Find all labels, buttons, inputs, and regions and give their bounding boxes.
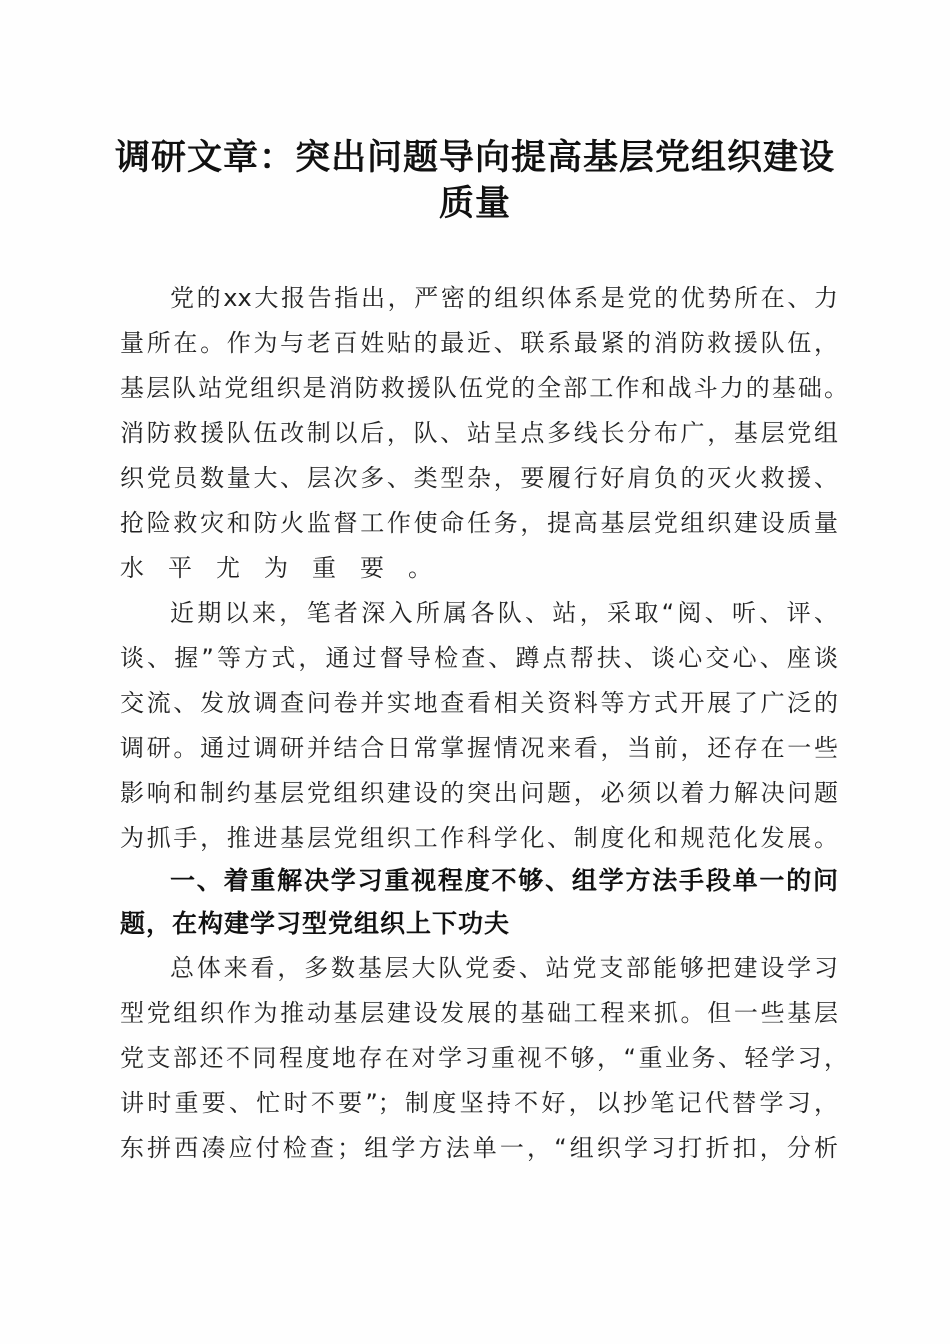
paragraph-1-line: 水平尤为重要。 — [120, 554, 456, 582]
document-title-line-1: 调研文章：突出问题导向提高基层党组织建设 — [114, 137, 835, 178]
paragraph-3-line: 型党组织作为推动基层建设发展的基础工程来抓。但一些基层 — [120, 999, 838, 1027]
paragraph-1-line: 织党员数量大、层次多、类型杂，要履行好肩负的灭火救援、 — [120, 464, 838, 492]
paragraph-1-line: 党的xx大报告指出，严密的组织体系是党的优势所在、力 — [170, 284, 838, 312]
paragraph-1-line: 抢险救灾和防火监督工作使命任务，提高基层党组织建设质量 — [120, 509, 838, 537]
paragraph-1-line: 量所在。作为与老百姓贴的最近、联系最紧的消防救援队伍， — [120, 329, 838, 357]
paragraph-1-line: 消防救援队伍改制以后，队、站呈点多线长分布广，基层党组 — [120, 419, 838, 447]
paragraph-2-line: 谈、握”等方式，通过督导检查、蹲点帮扶、谈心交心、座谈 — [120, 644, 838, 672]
paragraph-2-line: 近期以来，笔者深入所属各队、站，采取“阅、听、评、 — [170, 599, 838, 627]
paragraph-3-line: 讲时重要、忙时不要”；制度坚持不好，以抄笔记代替学习， — [120, 1089, 838, 1117]
paragraph-2-line: 为抓手，推进基层党组织工作科学化、制度化和规范化发展。 — [120, 824, 838, 852]
paragraph-3-line: 东拼西凑应付检查；组学方法单一，“组织学习打折扣，分析 — [120, 1134, 838, 1162]
paragraph-2-line: 交流、发放调查问卷并实地查看相关资料等方式开展了广泛的 — [120, 689, 838, 717]
section-heading-line: 题，在构建学习型党组织上下功夫 — [120, 909, 511, 938]
paragraph-1-line: 基层队站党组织是消防救援队伍党的全部工作和战斗力的基础。 — [120, 374, 848, 402]
section-heading-line: 一、着重解决学习重视程度不够、组学方法手段单一的问 — [170, 866, 838, 895]
paragraph-2-line: 影响和制约基层党组织建设的突出问题，必须以着力解决问题 — [120, 779, 838, 807]
paragraph-2-line: 调研。通过调研并结合日常掌握情况来看，当前，还存在一些 — [120, 734, 838, 762]
paragraph-3-line: 党支部还不同程度地存在对学习重视不够，“重业务、轻学习， — [120, 1044, 848, 1072]
document-title-line-2: 质量 — [438, 183, 511, 224]
paragraph-3-line: 总体来看，多数基层大队党委、站党支部能够把建设学习 — [170, 954, 838, 982]
